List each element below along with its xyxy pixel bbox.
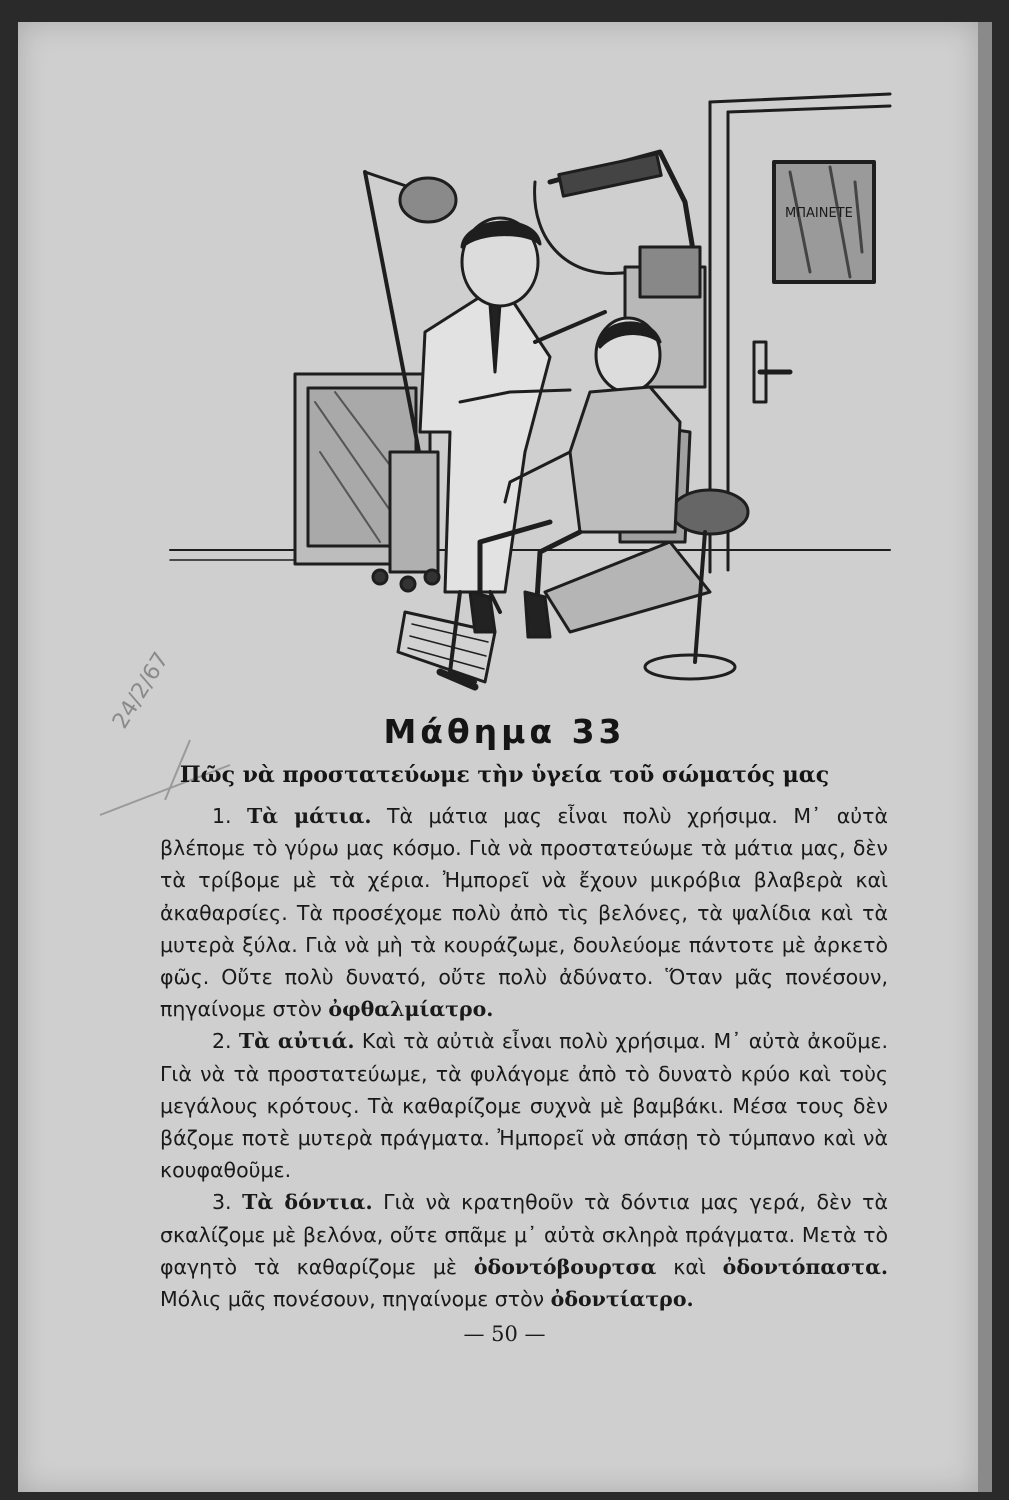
section-text: Μόλις μᾶς πονέσουν, πηγαίνομε στὸν: [160, 1287, 551, 1312]
section-text: Τὰ μάτια μας εἶναι πολὺ χρήσιμα. Μ᾿ αὐτὰ βλέπομε τὸ γύρω μας κόσμο. Γιὰ νὰ προστατεύωμε τὰ μάτια μας, δὲν τὰ τρίβομε μὲ τὰ χέρια. Ἠμπορεῖ νὰ ἔχουν μικρόβια βλαβερὰ καὶ ἀκαθαρσίες. Τὰ προσέχομε πολὺ ἀπὸ τὶς βελόνες, τὰ ψαλίδια καὶ τὰ μυτερὰ ξύλα. Γιὰ νὰ μὴ τὰ κουράζωμε, δουλεύομε πάντοτε μὲ ἀρκετὸ φῶς. Οὔτε πολὺ δυνατό, οὔτε πολὺ ἀδύνατο. Ὅταν μᾶς πονέσουν, πηγαίνομε στὸν: [160, 804, 888, 1022]
door-sign: ΜΠΑΙΝΕΤΕ: [785, 206, 853, 221]
bold-term: ὀδοντόπαστα.: [722, 1254, 888, 1279]
section-number: 2.: [212, 1029, 239, 1054]
handwritten-date: 24/2/67: [108, 648, 175, 734]
section-paragraph: [160, 1025, 888, 1186]
page-number: — 50 —: [463, 1322, 546, 1346]
section-text: καὶ: [656, 1254, 723, 1279]
section-paragraph: [160, 1186, 888, 1315]
bold-term: ὀδοντίατρο.: [550, 1287, 694, 1312]
dentist-illustration: [150, 72, 910, 712]
section-title: Τὰ δόντια.: [242, 1190, 373, 1215]
section-number: 3.: [212, 1190, 243, 1215]
section-title: Τὰ μάτια.: [247, 804, 372, 828]
section-text: Καὶ τὰ αὐτιὰ εἶναι πολὺ χρήσιμα. Μ᾿ αὐτὰ ἀκοῦμε. Γιὰ νὰ τὰ προστατεύωμε, τὰ φυλάγομε ἀπὸ τὸ δυνατὸ κρύο καὶ τοὺς μεγάλους κρότους. Τὰ καθαρίζομε συχνὰ μὲ βαμβάκι. Μέσα τους δὲν βάζομε ποτὲ μυτερὰ πράγματα. Ἠμπορεῖ νὰ σπάσῃ τὸ τύμπανο καὶ νὰ κουφαθοῦμε.: [160, 1029, 888, 1183]
section-title: Τὰ αὐτιά.: [238, 1029, 355, 1054]
section-paragraph: [160, 800, 888, 1025]
lesson-heading: Μάθημα 33: [383, 712, 626, 751]
lesson-body: [160, 800, 888, 1315]
lesson-subtitle: Πῶς νὰ προστατεύωμε τὴν ὑγεία τοῦ σώματός μας: [179, 762, 830, 788]
page-edge: [978, 22, 992, 1492]
bold-term: ὀδοντόβουρτσα: [473, 1254, 657, 1279]
bold-term: ὀφθαλμίατρο.: [328, 997, 494, 1022]
section-number: 1.: [212, 804, 248, 828]
section-text: Γιὰ νὰ κρατηθοῦν τὰ δόντια μας γερά, δὲν τὰ σκαλίζομε μὲ βελόνα, οὔτε σπᾶμε μ᾿ αὐτὰ σκληρὰ πράγματα. Μετὰ τὸ φαγητὸ τὰ καθαρίζομε μὲ: [160, 1190, 888, 1279]
